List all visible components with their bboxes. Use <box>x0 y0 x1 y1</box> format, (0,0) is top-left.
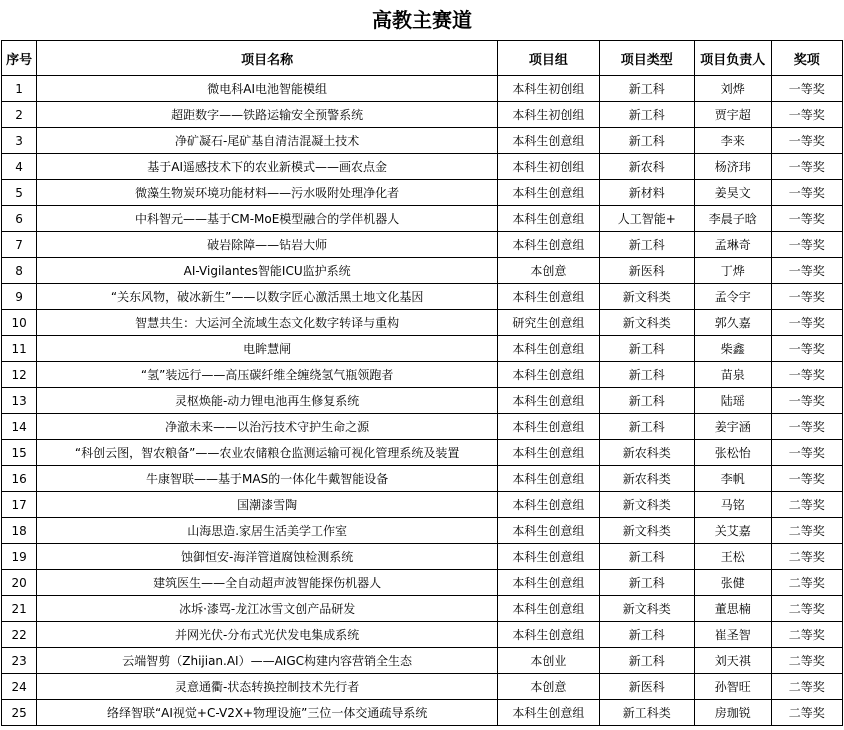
award-cell: 一等奖 <box>771 388 842 414</box>
project-type-cell: 新工科 <box>599 336 694 362</box>
table-row <box>2 388 843 414</box>
project-name-cell: 基于AI遥感技术下的农业新模式——画农点金 <box>37 154 498 180</box>
project-type-cell: 人工智能+ <box>599 206 694 232</box>
award-cell: 一等奖 <box>771 310 842 336</box>
project-leader-cell: 孙智旺 <box>694 674 771 700</box>
table-row <box>2 596 843 622</box>
project-name-cell: 微电科AI电池智能模组 <box>37 76 498 102</box>
table-row <box>2 622 843 648</box>
project-leader-cell: 李来 <box>694 128 771 154</box>
award-cell: 二等奖 <box>771 674 842 700</box>
award-cell: 一等奖 <box>771 336 842 362</box>
table-body <box>2 76 843 726</box>
award-cell: 二等奖 <box>771 570 842 596</box>
index-cell: 25 <box>2 700 37 726</box>
table-row <box>2 128 843 154</box>
project-group-cell: 本科生创意组 <box>498 596 600 622</box>
project-name-cell: 云端智剪（Zhijian.AI）——AIGC构建内容营销全生态 <box>37 648 498 674</box>
project-group-cell: 本科生创意组 <box>498 466 600 492</box>
award-cell: 一等奖 <box>771 258 842 284</box>
project-leader-cell: 李帆 <box>694 466 771 492</box>
project-name-cell: 电眸慧闸 <box>37 336 498 362</box>
project-leader-cell: 柴鑫 <box>694 336 771 362</box>
project-group-cell: 本科生创意组 <box>498 336 600 362</box>
project-name-cell: 冰坼·漆骂-龙江冰雪文创产品研发 <box>37 596 498 622</box>
table-row <box>2 700 843 726</box>
award-cell: 一等奖 <box>771 232 842 258</box>
index-cell: 18 <box>2 518 37 544</box>
table-row <box>2 284 843 310</box>
index-cell: 5 <box>2 180 37 206</box>
project-name-cell: 络绎智联“AI视觉+C-V2X+物理设施”三位一体交通疏导系统 <box>37 700 498 726</box>
project-leader-cell: 关艾嘉 <box>694 518 771 544</box>
project-group-cell: 本创意 <box>498 674 600 700</box>
table-row <box>2 492 843 518</box>
project-leader-cell: 张松怡 <box>694 440 771 466</box>
project-group-cell: 本科生创意组 <box>498 232 600 258</box>
index-cell: 16 <box>2 466 37 492</box>
project-group-cell: 本创意 <box>498 258 600 284</box>
table-row <box>2 518 843 544</box>
table-row <box>2 102 843 128</box>
index-cell: 21 <box>2 596 37 622</box>
project-group-cell: 本科生创意组 <box>498 206 600 232</box>
project-name-cell: 蚀御恒安-海洋管道腐蚀检测系统 <box>37 544 498 570</box>
award-cell: 一等奖 <box>771 206 842 232</box>
project-group-cell: 本科生创意组 <box>498 544 600 570</box>
project-leader-cell: 孟令宇 <box>694 284 771 310</box>
project-name-cell: 中科智元——基于CM-MoE模型融合的学伴机器人 <box>37 206 498 232</box>
index-cell: 8 <box>2 258 37 284</box>
project-type-cell: 新文科类 <box>599 284 694 310</box>
header-project-type: 项目类型 <box>599 41 694 76</box>
project-leader-cell: 姜宇涵 <box>694 414 771 440</box>
project-leader-cell: 崔圣智 <box>694 622 771 648</box>
award-cell: 一等奖 <box>771 466 842 492</box>
project-type-cell: 新工科类 <box>599 700 694 726</box>
project-leader-cell: 董思楠 <box>694 596 771 622</box>
index-cell: 7 <box>2 232 37 258</box>
table-row <box>2 76 843 102</box>
project-type-cell: 新工科 <box>599 648 694 674</box>
results-table <box>1 40 843 726</box>
project-group-cell: 本科生创意组 <box>498 440 600 466</box>
project-leader-cell: 李晨子晗 <box>694 206 771 232</box>
project-name-cell: 山海思造.家居生活美学工作室 <box>37 518 498 544</box>
project-group-cell: 本科生创意组 <box>498 128 600 154</box>
project-type-cell: 新工科 <box>599 102 694 128</box>
project-type-cell: 新工科 <box>599 76 694 102</box>
project-name-cell: “氢”装远行——高压碳纤维全缠绕氢气瓶领跑者 <box>37 362 498 388</box>
project-type-cell: 新医科 <box>599 258 694 284</box>
project-leader-cell: 刘天祺 <box>694 648 771 674</box>
table-row <box>2 336 843 362</box>
project-group-cell: 本科生初创组 <box>498 102 600 128</box>
index-cell: 3 <box>2 128 37 154</box>
project-name-cell: 并网光伏-分布式光伏发电集成系统 <box>37 622 498 648</box>
project-name-cell: 净矿凝石-尾矿基自清洁混凝土技术 <box>37 128 498 154</box>
project-type-cell: 新工科 <box>599 544 694 570</box>
award-cell: 一等奖 <box>771 284 842 310</box>
index-cell: 4 <box>2 154 37 180</box>
project-type-cell: 新工科 <box>599 128 694 154</box>
project-type-cell: 新文科类 <box>599 596 694 622</box>
index-cell: 12 <box>2 362 37 388</box>
index-cell: 17 <box>2 492 37 518</box>
project-leader-cell: 苗泉 <box>694 362 771 388</box>
project-group-cell: 本科生创意组 <box>498 518 600 544</box>
index-cell: 6 <box>2 206 37 232</box>
project-group-cell: 本科生创意组 <box>498 414 600 440</box>
index-cell: 22 <box>2 622 37 648</box>
index-cell: 23 <box>2 648 37 674</box>
project-type-cell: 新材料 <box>599 180 694 206</box>
project-type-cell: 新工科 <box>599 414 694 440</box>
header-project-name: 项目名称 <box>37 41 498 76</box>
table-row <box>2 414 843 440</box>
table-row <box>2 466 843 492</box>
project-leader-cell: 贾宇超 <box>694 102 771 128</box>
table-row <box>2 362 843 388</box>
table-row <box>2 258 843 284</box>
project-leader-cell: 陆瑶 <box>694 388 771 414</box>
table-row <box>2 206 843 232</box>
project-name-cell: 灵枢焕能-动力锂电池再生修复系统 <box>37 388 498 414</box>
project-group-cell: 本科生创意组 <box>498 362 600 388</box>
award-cell: 二等奖 <box>771 700 842 726</box>
header-project-group: 项目组 <box>498 41 600 76</box>
project-name-cell: 微藻生物炭环境功能材料——污水吸附处理净化者 <box>37 180 498 206</box>
award-cell: 二等奖 <box>771 544 842 570</box>
project-type-cell: 新工科 <box>599 570 694 596</box>
table-row <box>2 544 843 570</box>
project-leader-cell: 丁烨 <box>694 258 771 284</box>
award-cell: 二等奖 <box>771 648 842 674</box>
project-type-cell: 新工科 <box>599 232 694 258</box>
project-leader-cell: 房珈锐 <box>694 700 771 726</box>
project-leader-cell: 张健 <box>694 570 771 596</box>
project-group-cell: 本科生创意组 <box>498 492 600 518</box>
project-leader-cell: 杨济玮 <box>694 154 771 180</box>
index-cell: 1 <box>2 76 37 102</box>
award-cell: 一等奖 <box>771 154 842 180</box>
project-leader-cell: 孟琳奇 <box>694 232 771 258</box>
project-name-cell: 超距数字——铁路运输安全预警系统 <box>37 102 498 128</box>
project-type-cell: 新文科类 <box>599 310 694 336</box>
page-title: 高教主赛道 <box>372 8 472 32</box>
award-cell: 一等奖 <box>771 440 842 466</box>
award-cell: 二等奖 <box>771 492 842 518</box>
index-cell: 10 <box>2 310 37 336</box>
project-type-cell: 新农科类 <box>599 466 694 492</box>
project-group-cell: 本科生初创组 <box>498 76 600 102</box>
project-group-cell: 本科生初创组 <box>498 154 600 180</box>
index-cell: 11 <box>2 336 37 362</box>
index-cell: 14 <box>2 414 37 440</box>
award-cell: 一等奖 <box>771 414 842 440</box>
project-type-cell: 新工科 <box>599 388 694 414</box>
project-leader-cell: 王松 <box>694 544 771 570</box>
project-type-cell: 新文科类 <box>599 492 694 518</box>
award-cell: 一等奖 <box>771 180 842 206</box>
project-group-cell: 研究生创意组 <box>498 310 600 336</box>
table-row <box>2 154 843 180</box>
index-cell: 9 <box>2 284 37 310</box>
header-project-leader: 项目负责人 <box>694 41 771 76</box>
award-cell: 二等奖 <box>771 622 842 648</box>
project-name-cell: 建筑医生——全自动超声波智能探伤机器人 <box>37 570 498 596</box>
project-name-cell: AI-Vigilantes智能ICU监护系统 <box>37 258 498 284</box>
project-type-cell: 新工科 <box>599 622 694 648</box>
table-row <box>2 440 843 466</box>
award-cell: 二等奖 <box>771 518 842 544</box>
table-row <box>2 674 843 700</box>
award-cell: 一等奖 <box>771 362 842 388</box>
header-award: 奖项 <box>771 41 842 76</box>
index-cell: 2 <box>2 102 37 128</box>
project-group-cell: 本科生创意组 <box>498 622 600 648</box>
project-name-cell: 灵意通衢-状态转换控制技术先行者 <box>37 674 498 700</box>
project-group-cell: 本科生创意组 <box>498 700 600 726</box>
header-index: 序号 <box>2 41 37 76</box>
project-name-cell: 牛康智联——基于MAS的一体化牛戴智能设备 <box>37 466 498 492</box>
project-name-cell: 国潮漆雪陶 <box>37 492 498 518</box>
project-name-cell: 智慧共生：大运河全流域生态文化数字转译与重构 <box>37 310 498 336</box>
project-name-cell: “关东风物，破冰新生”——以数字匠心激活黑土地文化基因 <box>37 284 498 310</box>
award-cell: 一等奖 <box>771 128 842 154</box>
project-group-cell: 本创业 <box>498 648 600 674</box>
project-group-cell: 本科生创意组 <box>498 570 600 596</box>
award-cell: 一等奖 <box>771 76 842 102</box>
index-cell: 15 <box>2 440 37 466</box>
project-type-cell: 新农科类 <box>599 440 694 466</box>
project-name-cell: 破岩除障——钻岩大师 <box>37 232 498 258</box>
project-type-cell: 新医科 <box>599 674 694 700</box>
project-name-cell: 净澈未来——以治污技术守护生命之源 <box>37 414 498 440</box>
project-group-cell: 本科生创意组 <box>498 180 600 206</box>
index-cell: 13 <box>2 388 37 414</box>
project-type-cell: 新文科类 <box>599 518 694 544</box>
index-cell: 20 <box>2 570 37 596</box>
header-row <box>2 41 843 76</box>
project-name-cell: “科创云图，智农粮备”——农业农储粮仓监测运输可视化管理系统及装置 <box>37 440 498 466</box>
table-row <box>2 232 843 258</box>
project-type-cell: 新工科 <box>599 362 694 388</box>
table-row <box>2 180 843 206</box>
table-row <box>2 570 843 596</box>
index-cell: 19 <box>2 544 37 570</box>
table-row <box>2 310 843 336</box>
project-leader-cell: 郭久嘉 <box>694 310 771 336</box>
project-type-cell: 新农科 <box>599 154 694 180</box>
project-leader-cell: 刘烨 <box>694 76 771 102</box>
project-leader-cell: 马铭 <box>694 492 771 518</box>
table-row <box>2 648 843 674</box>
index-cell: 24 <box>2 674 37 700</box>
award-cell: 一等奖 <box>771 102 842 128</box>
project-leader-cell: 姜昊文 <box>694 180 771 206</box>
project-group-cell: 本科生创意组 <box>498 284 600 310</box>
project-group-cell: 本科生创意组 <box>498 388 600 414</box>
award-cell: 二等奖 <box>771 596 842 622</box>
